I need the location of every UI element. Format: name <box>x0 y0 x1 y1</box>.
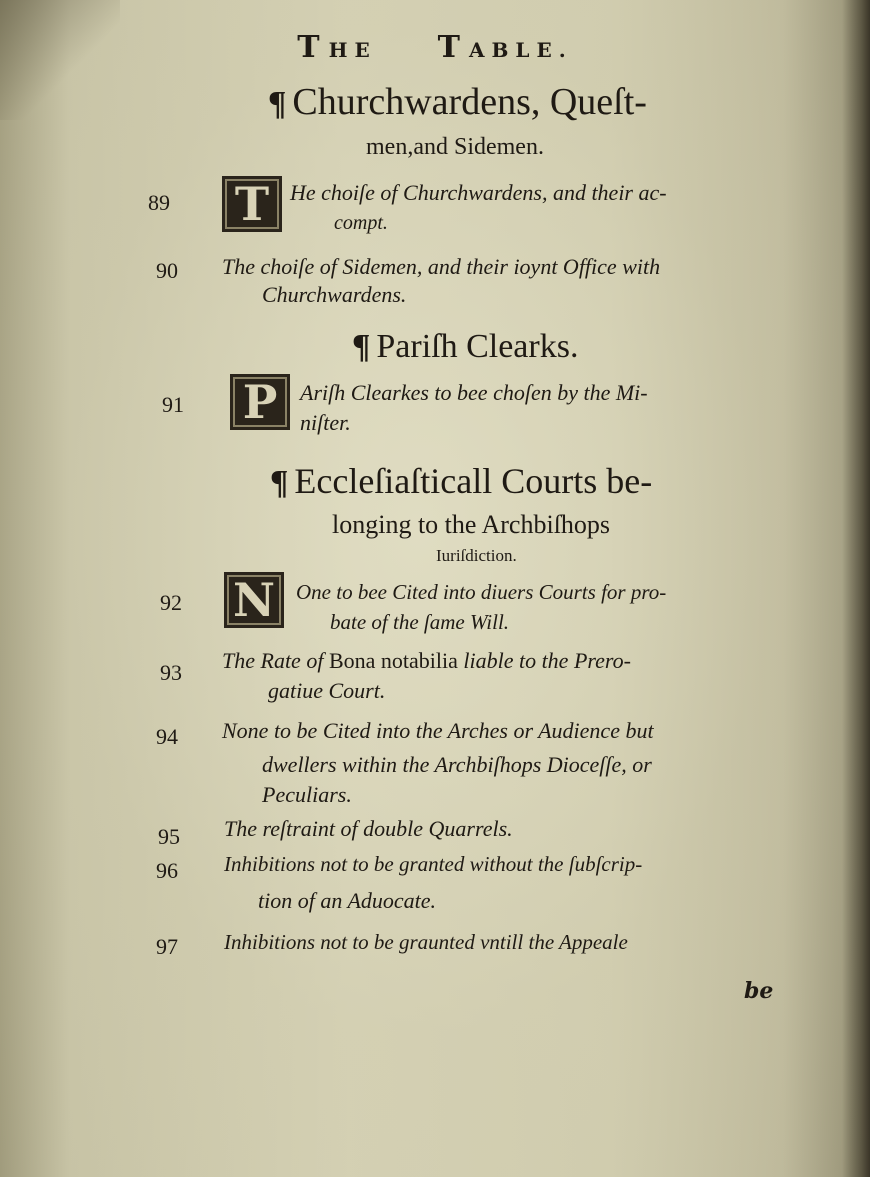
entry-text: The reſtraint of double Quarrels. <box>224 816 513 841</box>
running-head-initial-2: T <box>437 30 469 65</box>
entry-number: 96 <box>156 858 178 883</box>
running-head-initial-1: T <box>297 30 329 65</box>
entry-text: One to bee Cited into diuers Courts for pro- <box>296 580 667 604</box>
section-title-line2: longing to the Archbiſhops <box>332 510 611 539</box>
section-title-line1: Eccleſiaſticall Courts be- <box>294 461 653 501</box>
entry-text-cont: tion of an Aduocate. <box>258 888 437 913</box>
entry-text: He choiſe of Churchwardens, and their ac- <box>290 180 667 205</box>
decorated-initial-t: T <box>222 176 282 232</box>
entry-text-cont: niſter. <box>300 410 351 435</box>
section-title-line3: Iuriſdiction. <box>436 546 517 565</box>
entry-text-cont: gatiue Court. <box>268 678 386 703</box>
entry-text-latin: Bona notabilia <box>328 648 458 673</box>
entry-text-cont: Peculiars. <box>262 782 352 807</box>
entry-text-cont: dwellers within the Archbiſhops Dioceſſe, or <box>262 752 652 777</box>
entry-number: 93 <box>160 660 182 685</box>
entry-number: 92 <box>160 590 182 615</box>
section-title-line2: men,and Sidemen. <box>366 134 544 160</box>
entry-text <box>222 648 631 674</box>
entry-text: Inhibitions not to be granted without the ſubſcrip- <box>224 852 643 876</box>
entry-text: The choiſe of Sidemen, and their ioynt Office with <box>222 254 661 279</box>
entry-text: Inhibitions not to be graunted vntill the Appeale <box>224 930 628 954</box>
entry-text-cont: Churchwardens. <box>262 282 407 307</box>
entry-number: 90 <box>156 258 178 283</box>
entry-text-cont: bate of the ſame Will. <box>330 610 510 634</box>
decorated-initial-p: P <box>230 374 290 430</box>
decorated-initial-n: N <box>224 572 284 628</box>
section-heading-ecclesiasticall-courts <box>270 460 652 502</box>
running-head <box>0 30 870 65</box>
running-head-word-2: ABLE. <box>469 38 573 62</box>
entry-number: 89 <box>148 190 170 215</box>
pilcrow-icon: ¶ <box>270 464 289 501</box>
entry-text: Ariſh Clearkes to bee choſen by the Mi- <box>300 380 648 405</box>
entry-number: 97 <box>156 934 178 959</box>
section-title-line1: Pariſh Clearks. <box>376 328 579 365</box>
entry-number: 94 <box>156 724 178 749</box>
entry-text-cont: compt. <box>334 212 388 234</box>
section-title-line1: Churchwardens, Queſt- <box>292 81 647 123</box>
catchword: be <box>744 978 774 1004</box>
entry-text-part: The Rate of <box>222 648 329 673</box>
running-head-word-1: HE <box>328 38 377 62</box>
section-heading-parish-clearks <box>352 328 578 366</box>
pilcrow-icon: ¶ <box>268 85 287 122</box>
entry-text-part: liable to the Prero- <box>457 648 631 673</box>
entry-number: 95 <box>158 824 180 849</box>
entry-number: 91 <box>162 392 184 417</box>
entry-text: None to be Cited into the Arches or Audience but <box>222 718 654 743</box>
pilcrow-icon: ¶ <box>352 328 371 365</box>
section-heading-churchwardens <box>268 80 647 124</box>
